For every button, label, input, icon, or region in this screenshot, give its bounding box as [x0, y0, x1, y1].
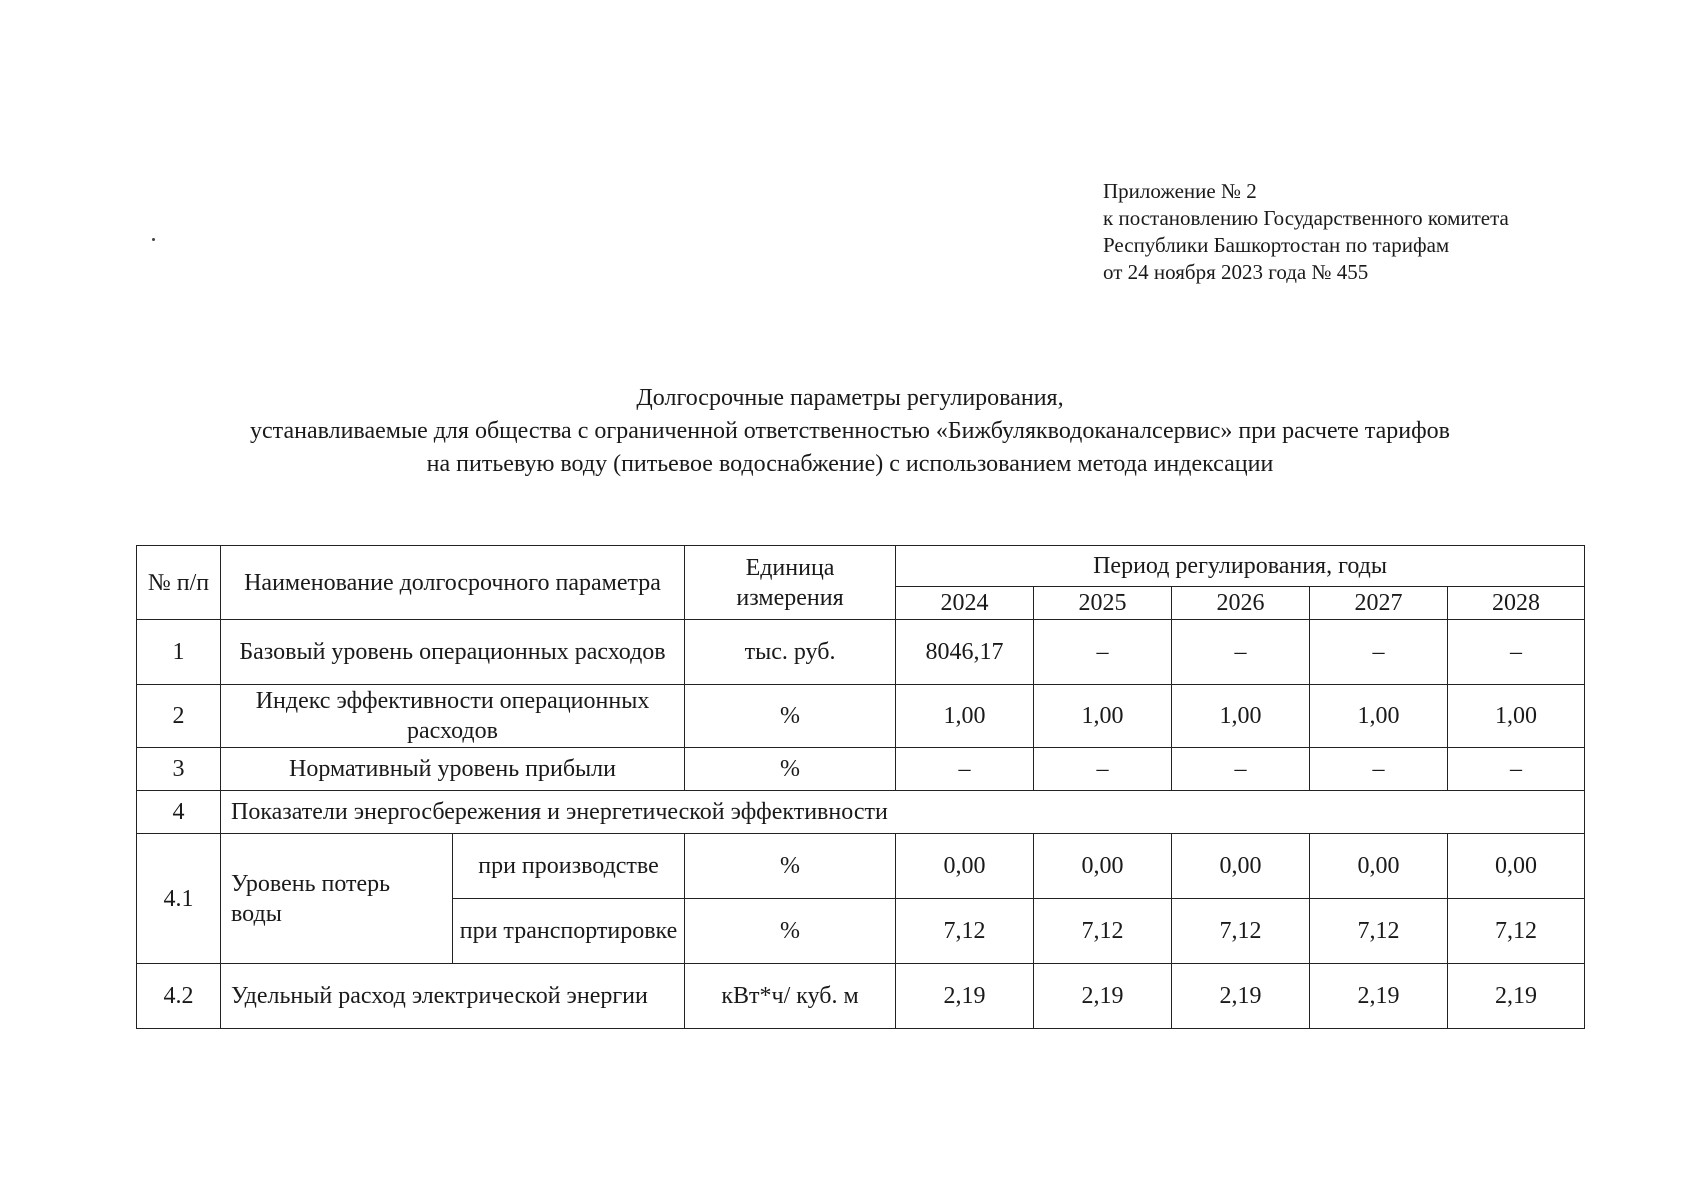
row-value: 0,00	[1034, 834, 1172, 899]
row-num: 3	[137, 748, 221, 791]
row-value: 0,00	[1310, 834, 1448, 899]
row-value: 0,00	[1448, 834, 1585, 899]
annex-line-3: Республики Башкортостан по тарифам	[1103, 233, 1450, 257]
title-line-3: на питьевую воду (питьевое водоснабжение) с использованием метода индексации	[426, 451, 1274, 477]
row-num: 2	[137, 685, 221, 748]
header-year: 2027	[1310, 587, 1448, 620]
row-value: –	[1034, 620, 1172, 685]
header-period: Период регулирования, годы	[896, 546, 1585, 587]
row-num: 4	[137, 791, 221, 834]
row-value: 2,19	[896, 964, 1034, 1029]
table-row	[137, 834, 1585, 899]
row-value: 7,12	[1310, 899, 1448, 964]
annex-line-1: Приложение № 2	[1103, 179, 1257, 203]
parameters-table	[136, 545, 1585, 1029]
document-title	[120, 382, 1580, 481]
row-value: 2,19	[1448, 964, 1585, 1029]
row-value: 1,00	[896, 685, 1034, 748]
row-value: 7,12	[1034, 899, 1172, 964]
row-value: 2,19	[1172, 964, 1310, 1029]
row-value: –	[1172, 620, 1310, 685]
annex-line-4: от 24 ноября 2023 года № 455	[1103, 260, 1369, 284]
table-row-section	[137, 791, 1585, 834]
title-line-2: устанавливаемые для общества с ограниченной ответственностью «Бижбулякводоканалсервис» при расчете тарифов	[250, 418, 1450, 444]
row-value: 2,19	[1034, 964, 1172, 1029]
row-value: 0,00	[896, 834, 1034, 899]
row-name: Нормативный уровень прибыли	[221, 748, 685, 791]
table-row	[137, 685, 1585, 748]
row-name: Удельный расход электрической энергии	[221, 964, 685, 1029]
row-name: Уровень потерь воды	[221, 834, 453, 964]
row-value: 1,00	[1034, 685, 1172, 748]
row-value: –	[896, 748, 1034, 791]
row-subname: при транспортировке	[453, 899, 685, 964]
row-num: 4.1	[137, 834, 221, 964]
row-value: –	[1448, 620, 1585, 685]
row-unit: %	[685, 748, 896, 791]
row-value: 0,00	[1172, 834, 1310, 899]
annex-line-2: к постановлению Государственного комитета	[1103, 206, 1509, 230]
row-subname: при производстве	[453, 834, 685, 899]
row-value: 7,12	[1172, 899, 1310, 964]
row-name: Индекс эффективности операционных расходов	[221, 685, 685, 748]
row-name: Базовый уровень операционных расходов	[221, 620, 685, 685]
header-year: 2026	[1172, 587, 1310, 620]
row-unit: тыс. руб.	[685, 620, 896, 685]
row-value: –	[1448, 748, 1585, 791]
row-value: 7,12	[896, 899, 1034, 964]
table-row	[137, 964, 1585, 1029]
header-unit: Единица измерения	[685, 546, 896, 620]
row-value: 8046,17	[896, 620, 1034, 685]
header-name: Наименование долгосрочного параметра	[221, 546, 685, 620]
row-num: 1	[137, 620, 221, 685]
row-value: 1,00	[1448, 685, 1585, 748]
row-value: 1,00	[1172, 685, 1310, 748]
row-unit: %	[685, 834, 896, 899]
row-unit: кВт*ч/ куб. м	[685, 964, 896, 1029]
row-value: –	[1310, 748, 1448, 791]
header-year: 2025	[1034, 587, 1172, 620]
section-name: Показатели энергосбережения и энергетической эффективности	[221, 791, 1585, 834]
scan-speck	[152, 238, 155, 241]
row-value: 1,00	[1310, 685, 1448, 748]
annex-block	[1103, 178, 1509, 286]
row-unit: %	[685, 685, 896, 748]
row-value: 7,12	[1448, 899, 1585, 964]
row-value: –	[1172, 748, 1310, 791]
row-num: 4.2	[137, 964, 221, 1029]
row-value: –	[1310, 620, 1448, 685]
table-row	[137, 620, 1585, 685]
header-year: 2028	[1448, 587, 1585, 620]
table-row	[137, 748, 1585, 791]
header-num: № п/п	[137, 546, 221, 620]
header-year: 2024	[896, 587, 1034, 620]
row-value: –	[1034, 748, 1172, 791]
header-row	[137, 546, 1585, 587]
row-unit: %	[685, 899, 896, 964]
row-value: 2,19	[1310, 964, 1448, 1029]
title-line-1: Долгосрочные параметры регулирования,	[636, 385, 1064, 411]
